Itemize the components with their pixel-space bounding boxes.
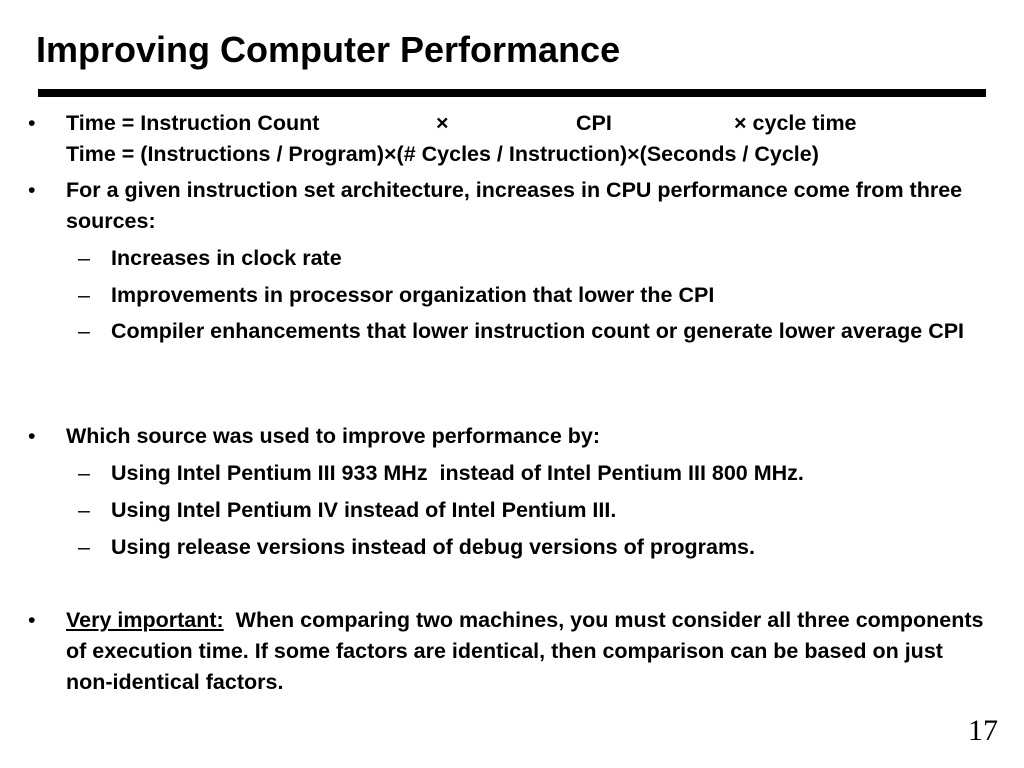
- dash-icon: –: [78, 498, 90, 522]
- formula-op2-term3: × cycle time: [734, 111, 857, 135]
- sub-item: [78, 532, 986, 563]
- sub-item-text: Using Intel Pentium IV instead of Intel Pentium III.: [111, 498, 617, 522]
- sub-item: [78, 316, 986, 347]
- formula-line-2: Time = (Instructions / Program)×(# Cycles / Instruction)×(Seconds / Cycle): [66, 142, 819, 166]
- dash-icon: –: [78, 283, 90, 307]
- formula-term2: CPI: [576, 111, 612, 135]
- page-number: 17: [968, 714, 998, 747]
- bullet-formula: [28, 108, 986, 170]
- sub-item-text: Improvements in processor organization that lower the CPI: [111, 283, 715, 307]
- sub-item: [78, 280, 986, 311]
- sub-item-text: Using Intel Pentium III 933 MHz instead of Intel Pentium III 800 MHz.: [111, 461, 804, 485]
- bullet-icon: •: [28, 424, 36, 448]
- bullet-text: [66, 605, 986, 698]
- slide-title: Improving Computer Performance: [36, 29, 621, 70]
- sub-item: [78, 243, 986, 274]
- formula-lhs: Time = Instruction Count: [66, 111, 320, 135]
- sub-item: [78, 458, 986, 489]
- emphasis-body: When comparing two machines, you must consider all three components of execution time. If some factors are identical, then comparison can be based on just non-identical factors.: [66, 608, 984, 694]
- title-divider: [38, 89, 986, 97]
- bullet-icon: •: [28, 111, 36, 135]
- bullet-icon: •: [28, 178, 36, 202]
- sub-item-text: Increases in clock rate: [111, 246, 342, 270]
- sub-item-text: Using release versions instead of debug versions of programs.: [111, 535, 755, 559]
- dash-icon: –: [78, 461, 90, 485]
- emphasis-label: Very important:: [66, 608, 224, 632]
- sub-item-text: Compiler enhancements that lower instruction count or generate lower average CPI: [111, 319, 965, 343]
- bullet-text: Which source was used to improve performance by:: [66, 424, 601, 448]
- formula-line-1: [66, 108, 986, 139]
- bullet-which-source: [28, 421, 986, 452]
- bullet-icon: •: [28, 608, 36, 632]
- bullet-text: For a given instruction set architecture, increases in CPU performance come from three sources:: [66, 178, 963, 233]
- dash-icon: –: [78, 246, 90, 270]
- dash-icon: –: [78, 535, 90, 559]
- dash-icon: –: [78, 319, 90, 343]
- bullet-very-important: [28, 605, 986, 698]
- formula-op1: ×: [436, 111, 449, 135]
- bullet-isa: [28, 175, 986, 237]
- sub-item: [78, 495, 986, 526]
